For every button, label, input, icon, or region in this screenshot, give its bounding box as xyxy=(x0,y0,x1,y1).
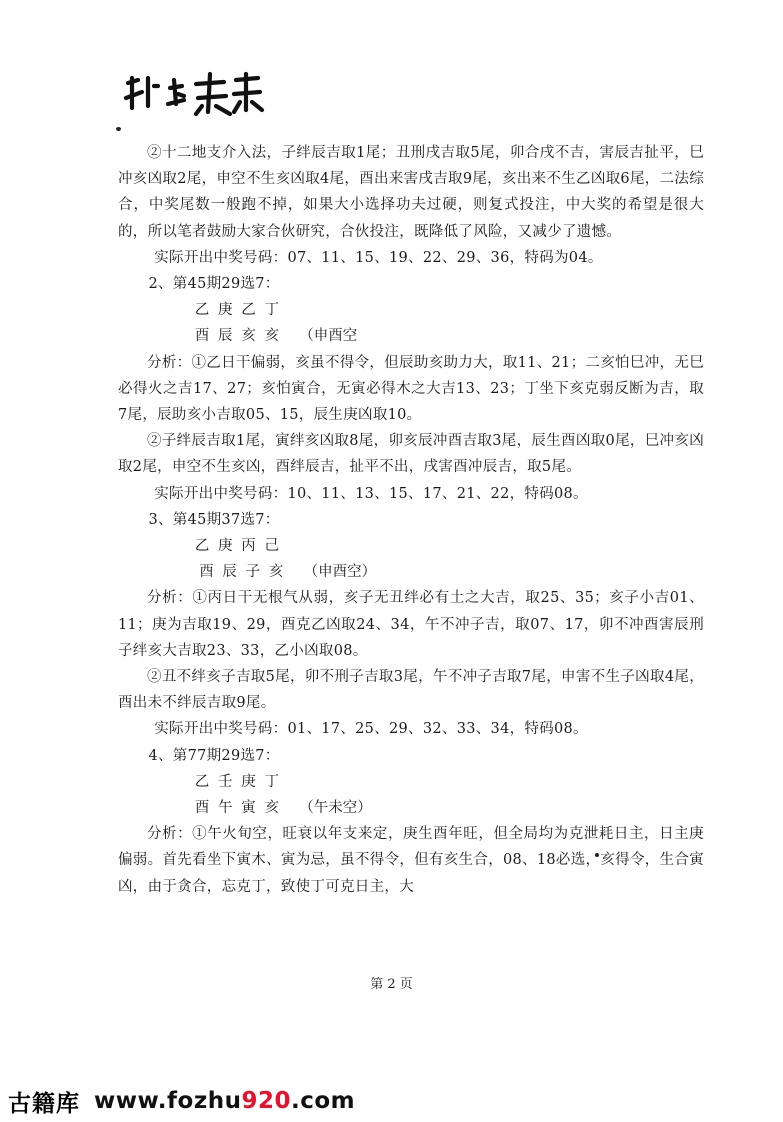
scan-speck xyxy=(116,127,121,131)
paragraph: ②十二地支介入法，子绊辰吉取1尾；丑刑戌吉取5尾，卯合戌不吉，害辰吉扯平，巳冲亥凶取2尾，申空不生亥凶取4尾，酉出来害戌吉取9尾，亥出来不生乙凶取6尾，二法综合，中奖尾数一般跑不掉，如果大小选择功夫过硬，则复式投注，中大奖的希望是很大的，所以笔者鼓励大家合伙研究，合伙投注，既降低了风险，又减少了遗憾。 xyxy=(118,145,704,240)
page-number: 第 2 页 xyxy=(370,977,413,992)
void-note: （申酉空） xyxy=(303,564,377,581)
url-segment: .com xyxy=(290,1088,356,1114)
paragraph: 分析：①丙日干无根气从弱，亥子无丑绊必有土之大吉，取25、35；亥子小吉01、11；庚为吉取19、29，酉克乙凶取24、34，午不冲子吉，取07、17，卯不冲酉害辰刑子绊亥大吉取23、33，乙小凶取08。 xyxy=(118,590,704,659)
url-segment-highlight: 920 xyxy=(241,1088,291,1114)
case-heading: 4、第77期29选7： xyxy=(148,747,280,764)
page-content xyxy=(118,140,704,900)
footer-url[interactable] xyxy=(94,1088,355,1114)
void-note: （申酉空 xyxy=(299,328,358,345)
heavenly-stems: 乙庚丙己 xyxy=(194,538,288,555)
header-scribble-icon xyxy=(118,68,268,118)
paragraph: ②子绊辰吉取1尾，寅绊亥凶取8尾，卯亥辰冲酉吉取3尾，辰生酉凶取0尾，巳冲亥凶取2尾，申空不生亥凶，酉绊辰吉，扯平不出，戌害酉冲辰吉，取5尾。 xyxy=(118,433,704,476)
paragraph: 分析：①乙日干偏弱，亥虽不得令，但辰助亥助力大，取11、21；二亥怕巳冲，无巳必得火之吉17、27；亥怕寅合，无寅必得木之大吉13、23；丁坐下亥克弱反断为吉，取7尾，辰助亥小吉取05、15，辰生庚凶取10。 xyxy=(118,354,704,424)
earthly-branches-row xyxy=(118,559,704,585)
earthly-branches: 酉午寅亥 xyxy=(194,800,288,817)
earthly-branches: 酉辰子亥 xyxy=(199,564,292,581)
handwritten-header-mark xyxy=(118,68,268,118)
footer-logo: 古籍库 xyxy=(8,1090,80,1117)
earthly-branches: 酉辰亥亥 xyxy=(194,328,288,345)
case-heading: 2、第45期29选7： xyxy=(148,276,280,293)
result-line: 实际开出中奖号码：10、11、13、15、17、21、22，特码08。 xyxy=(154,485,588,502)
result-line: 实际开出中奖号码：07、11、15、19、22、29、36，特码为04。 xyxy=(154,249,603,266)
void-note: （午未空） xyxy=(299,800,372,817)
url-segment: www.fozhu xyxy=(94,1088,242,1114)
case-heading: 3、第45期37选7： xyxy=(148,511,280,528)
heavenly-stems: 乙壬庚丁 xyxy=(194,773,288,790)
paragraph: ②丑不绊亥子吉取5尾，卯不刑子吉取3尾，午不冲子吉取7尾，申害不生子凶取4尾，酉出未不绊辰吉取9尾。 xyxy=(118,669,704,712)
earthly-branches-row xyxy=(118,323,704,349)
earthly-branches-row xyxy=(118,795,704,821)
footer-watermark xyxy=(0,1080,783,1122)
result-line: 实际开出中奖号码：01、17、25、29、32、33、34，特码08。 xyxy=(154,721,588,738)
heavenly-stems: 乙庚乙丁 xyxy=(194,302,288,319)
paragraph: 分析：①午火旬空，旺衰以年支来定，庚生酉年旺，但全局均为克泄耗日主，日主庚偏弱。首先看坐下寅木、寅为忌，虽不得令，但有亥生合，08、18必选，亥得令，生合寅凶，由于贪合，忘克丁，致使丁可克日主，大 xyxy=(118,826,704,895)
